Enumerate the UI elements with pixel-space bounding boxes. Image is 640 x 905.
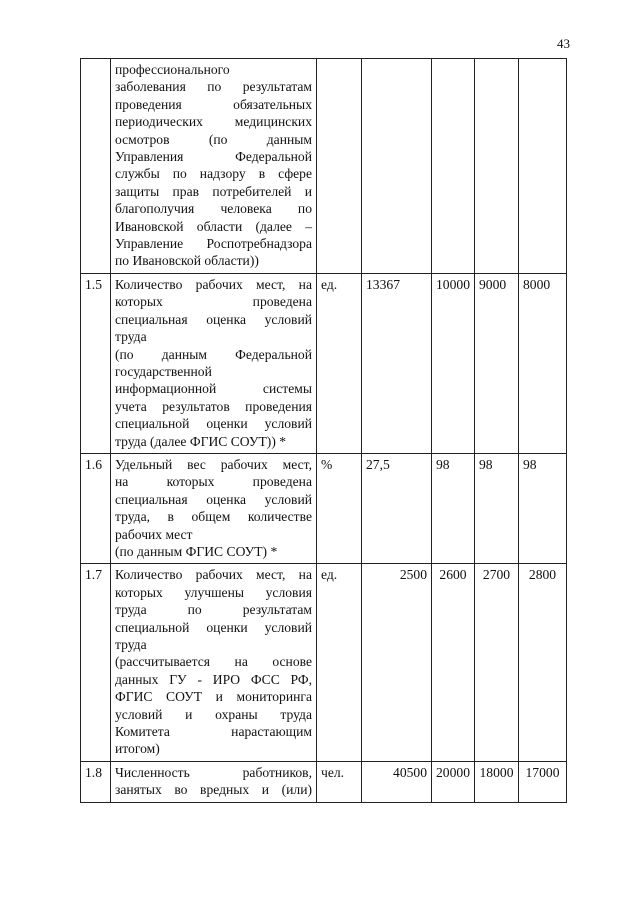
description-line: труда, в общем количестве <box>115 509 312 525</box>
row-number: 1.7 <box>81 564 111 761</box>
value-cell-4: 17000 <box>519 761 567 802</box>
unit-cell: % <box>317 453 362 563</box>
description-line: которых улучшены условия <box>115 584 312 600</box>
description-line: Численность работников, <box>115 764 312 780</box>
description-line: специальной оценки условий <box>115 416 312 432</box>
row-description <box>111 273 317 453</box>
description-line: осмотров (по данным <box>115 131 312 147</box>
table-row <box>81 453 567 563</box>
row-number: 1.5 <box>81 273 111 453</box>
description-line: периодических медицинских <box>115 114 312 130</box>
value-cell-2 <box>432 59 475 274</box>
description-line: службы по надзору в сфере <box>115 166 312 182</box>
row-number: 1.8 <box>81 761 111 802</box>
value-cell-3: 2700 <box>475 564 519 761</box>
description-line: проведения обязательных <box>115 96 312 112</box>
row-description <box>111 59 317 274</box>
value-cell-1 <box>362 59 432 274</box>
table-row <box>81 59 567 274</box>
description-line: Ивановской области (далее – <box>115 218 312 234</box>
value-cell-4: 8000 <box>519 273 567 453</box>
value-cell-4: 2800 <box>519 564 567 761</box>
description-line: итогом) <box>115 741 160 757</box>
table-row <box>81 564 567 761</box>
value-cell-2: 10000 <box>432 273 475 453</box>
description-line: информационной системы <box>115 381 312 397</box>
value-cell-3: 9000 <box>475 273 519 453</box>
description-line: Количество рабочих мест, на <box>115 276 312 292</box>
unit-cell: ед. <box>317 564 362 761</box>
description-line: специальная оценка условий <box>115 491 312 507</box>
page-number: 43 <box>557 36 570 51</box>
table-row <box>81 761 567 802</box>
description-line: защиты прав потребителей и <box>115 183 312 199</box>
unit-cell <box>317 59 362 274</box>
value-cell-2: 2600 <box>432 564 475 761</box>
description-line: профессионального <box>115 62 230 77</box>
value-cell-3: 98 <box>475 453 519 563</box>
value-cell-1: 2500 <box>362 564 432 761</box>
description-line: Комитета нарастающим <box>115 724 312 740</box>
description-line: государственной <box>115 363 212 379</box>
description-line: (рассчитывается на основе <box>115 654 312 670</box>
value-cell-3 <box>475 59 519 274</box>
value-cell-1: 40500 <box>362 761 432 802</box>
description-line: данных ГУ - ИРО ФСС РФ, <box>115 671 312 687</box>
unit-cell: ед. <box>317 273 362 453</box>
description-line: условий и охраны труда <box>115 706 312 722</box>
description-line: труда по результатам <box>115 602 312 618</box>
description-line: Управление Роспотребнадзора <box>115 236 312 252</box>
indicators-table <box>80 58 567 803</box>
description-line: заболевания по результатам <box>115 79 312 95</box>
description-line: благополучия человека по <box>115 201 312 217</box>
row-description <box>111 564 317 761</box>
description-line: ФГИС СОУТ и мониторинга <box>115 689 312 705</box>
description-line: труда <box>115 637 147 652</box>
description-line: (по данным ФГИС СОУТ) * <box>115 543 278 559</box>
unit-cell: чел. <box>317 761 362 802</box>
description-line: по Ивановской области)) <box>115 253 259 269</box>
value-cell-2: 20000 <box>432 761 475 802</box>
description-line: специальной оценки условий <box>115 619 312 635</box>
value-cell-4 <box>519 59 567 274</box>
description-line: Управления Федеральной <box>115 149 312 165</box>
description-line: труда <box>115 329 147 345</box>
description-line: которых проведена <box>115 294 312 310</box>
description-line: рабочих мест <box>115 526 193 542</box>
description-line: Количество рабочих мест, на <box>115 567 312 583</box>
description-line: (по данным Федеральной <box>115 346 312 362</box>
row-number <box>81 59 111 274</box>
description-line: труда (далее ФГИС СОУТ)) * <box>115 433 287 449</box>
row-description <box>111 761 317 802</box>
value-cell-1: 27,5 <box>362 453 432 563</box>
row-description <box>111 453 317 563</box>
value-cell-1: 13367 <box>362 273 432 453</box>
row-number: 1.6 <box>81 453 111 563</box>
description-line: Удельный вес рабочих мест, <box>115 456 312 472</box>
value-cell-4: 98 <box>519 453 567 563</box>
table-row <box>81 273 567 453</box>
description-line: специальная оценка условий <box>115 311 312 327</box>
description-line: учета результатов проведения <box>115 398 312 414</box>
description-line: на которых проведена <box>115 474 312 490</box>
value-cell-3: 18000 <box>475 761 519 802</box>
value-cell-2: 98 <box>432 453 475 563</box>
description-line: занятых во вредных и (или) <box>115 782 312 798</box>
